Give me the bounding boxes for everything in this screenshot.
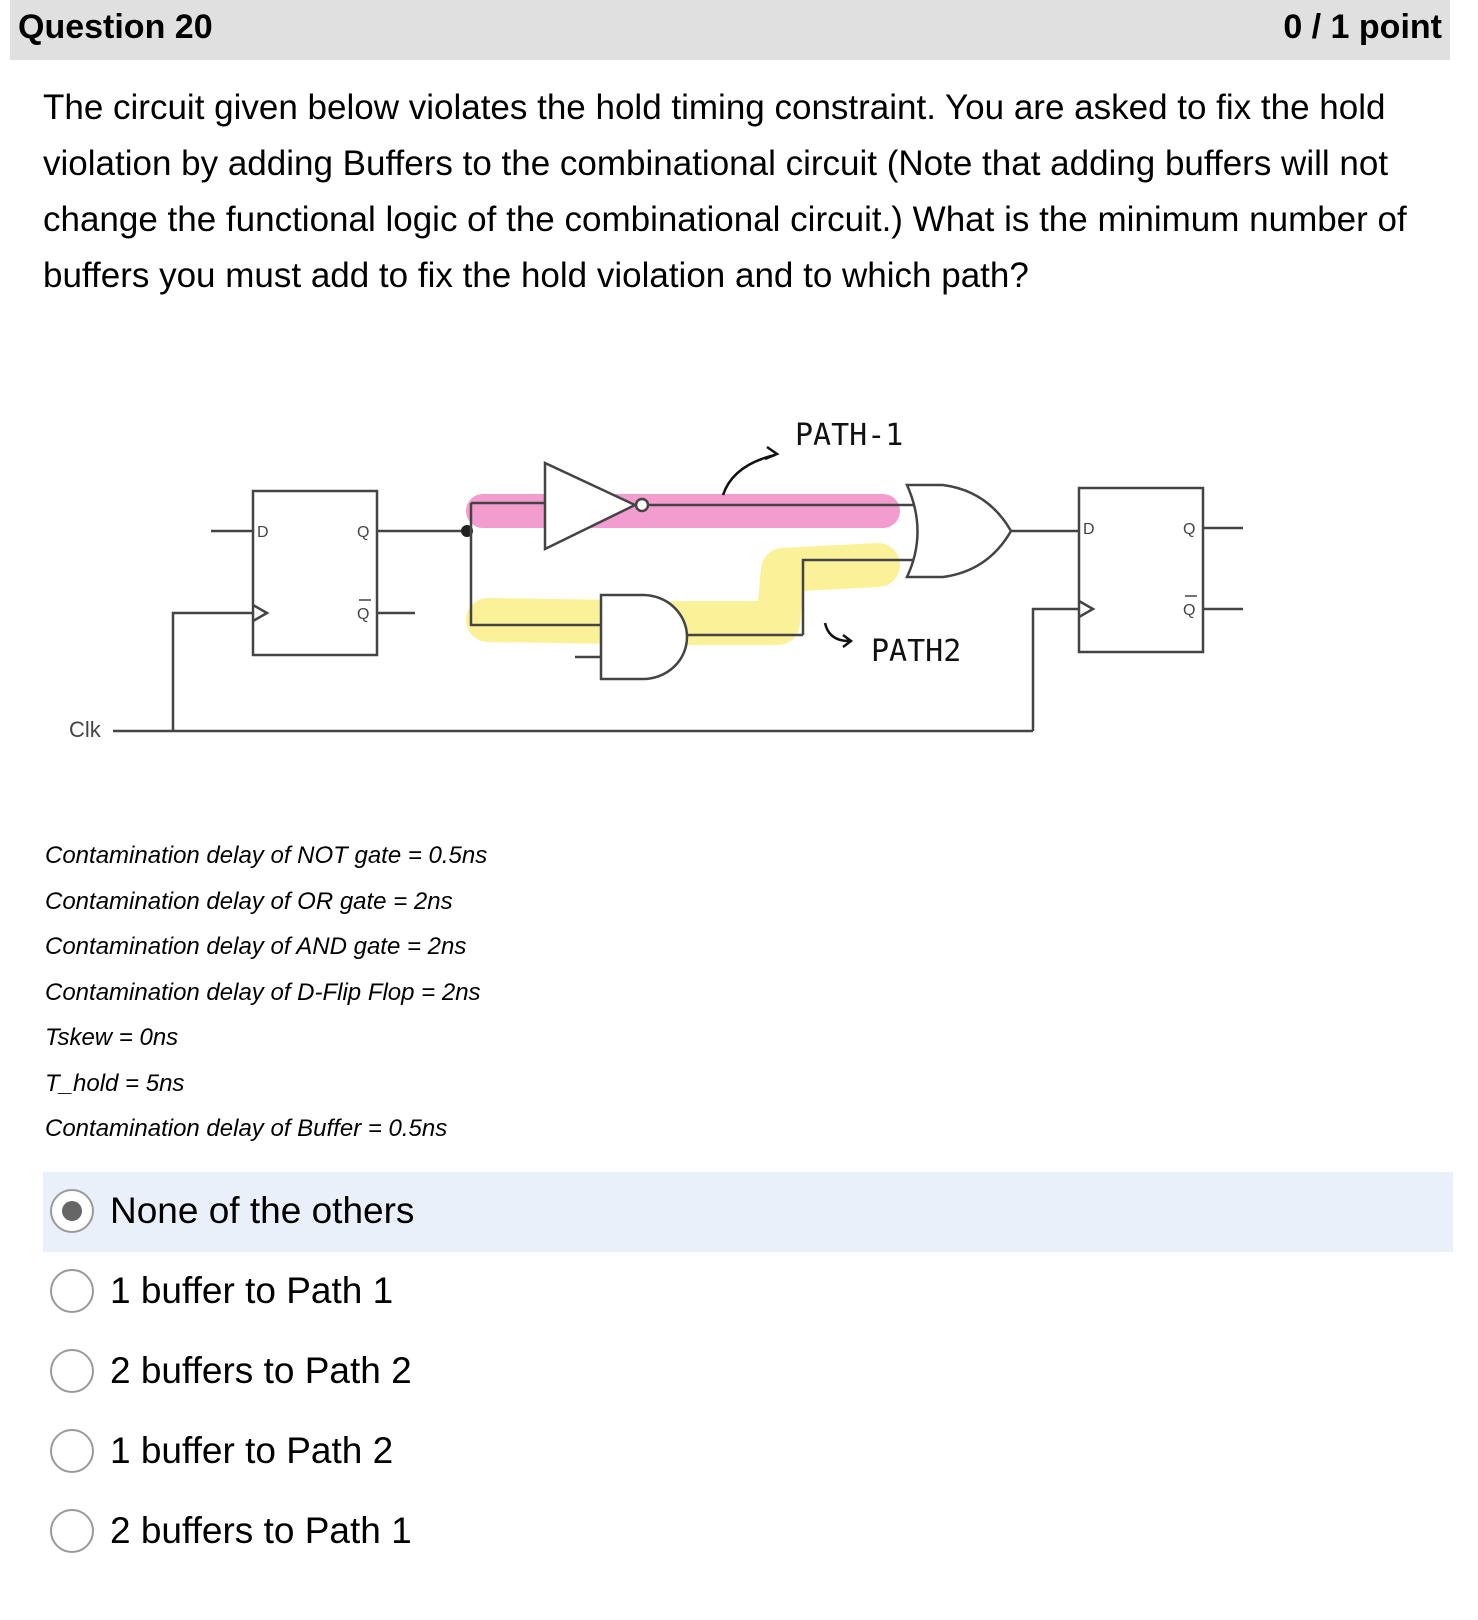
param-tskew: Tskew = 0ns [45, 1024, 179, 1051]
parameters-list [45, 833, 487, 1152]
path1-label: PATH-1 [795, 418, 904, 453]
question-header [10, 0, 1450, 60]
ff-right-q-label: Q [1183, 521, 1196, 538]
flip-flop-right [1079, 488, 1203, 652]
radio-button[interactable] [50, 1509, 94, 1553]
radio-button[interactable] [50, 1189, 94, 1233]
ff-left-qbar-label: Q [357, 606, 370, 623]
radio-button[interactable] [50, 1269, 94, 1313]
option-label: None of the others [110, 1190, 415, 1231]
option-none-of-the-others[interactable] [43, 1172, 1453, 1252]
not-gate [545, 463, 635, 549]
or-gate [907, 485, 1011, 577]
clk-label: Clk [69, 717, 101, 742]
param-or-delay: Contamination delay of OR gate = 2ns [45, 887, 453, 915]
ff-right-d-label: D [1083, 521, 1095, 538]
answer-options [43, 1172, 1453, 1572]
question-points: 0 / 1 point [1283, 8, 1442, 46]
option-2-buffers-path-2[interactable] [43, 1332, 1453, 1412]
param-and-delay: Contamination delay of AND gate = 2ns [45, 933, 467, 960]
param-not-delay: Contamination delay of NOT gate = 0.5ns [45, 842, 488, 869]
question-title: Question 20 [18, 8, 213, 46]
option-label: 2 buffers to Path 2 [110, 1350, 412, 1391]
param-thold: T_hold = 5ns [45, 1069, 185, 1097]
question-text: The circuit given below violates the hold timing constraint. You are asked to fix the hold violation by adding Buffers to the combinational circuit (Note that adding buffers will not change the functional logic of the combinational circuit.) What is the minimum number of buffers you must add to fix the hold violation and to which path? [43, 88, 1407, 295]
path2-label: PATH2 [871, 634, 962, 669]
param-buffer-delay: Contamination delay of Buffer = 0.5ns [45, 1115, 448, 1142]
path1-arrow [723, 455, 775, 495]
option-label: 1 buffer to Path 2 [110, 1430, 394, 1471]
option-label: 2 buffers to Path 1 [110, 1510, 412, 1551]
radio-button[interactable] [50, 1349, 94, 1393]
ff-left-q-label: Q [357, 524, 370, 541]
path2-highlight [488, 565, 878, 623]
option-1-buffer-path-2[interactable] [43, 1412, 1453, 1492]
ff-left-d-label: D [257, 524, 269, 541]
circuit-diagram [43, 395, 1283, 775]
option-label: 1 buffer to Path 1 [110, 1270, 394, 1311]
ff-right-qbar-label: Q [1183, 602, 1196, 619]
radio-button[interactable] [50, 1429, 94, 1473]
option-1-buffer-path-1[interactable] [43, 1252, 1453, 1332]
flip-flop-left [253, 491, 377, 655]
option-2-buffers-path-1[interactable] [43, 1492, 1453, 1572]
param-dff-delay: Contamination delay of D-Flip Flop = 2ns [45, 978, 481, 1006]
and-gate [601, 595, 687, 679]
